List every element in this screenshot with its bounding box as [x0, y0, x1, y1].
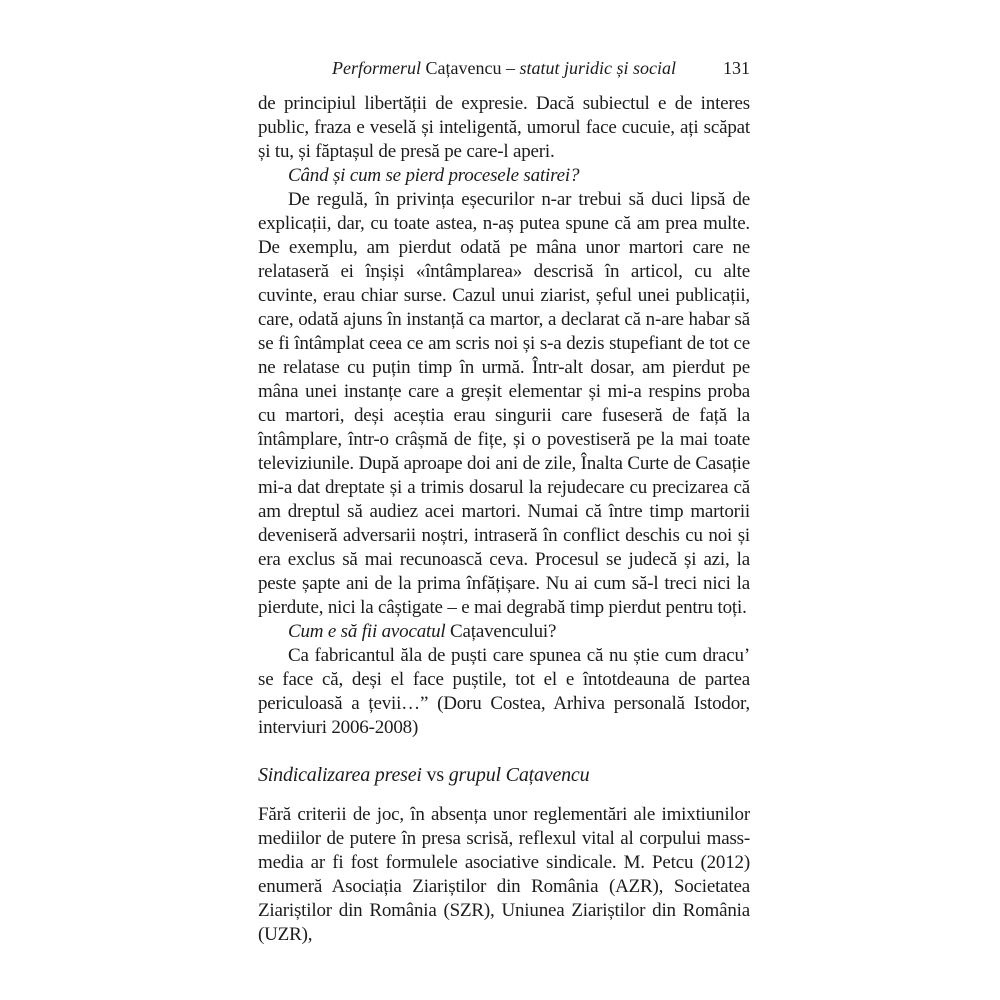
section-heading — [258, 762, 750, 788]
page-body — [258, 92, 750, 947]
chapter-title — [332, 58, 676, 78]
chapter-title-part-italic-2: statut juridic și social — [519, 58, 676, 78]
interview-question-1: Când și cum se pierd procesele satirei? — [288, 165, 580, 186]
section-heading-italic-2: grupul Cațavencu — [448, 764, 590, 786]
section-heading-roman: vs — [421, 764, 449, 786]
interview-answer-1: De regulă, în privința eșecurilor n-ar trebui să duci lipsă de explicații, dar, cu toate astea, n-aș putea spune că am prea multe. De exemplu, am pierdut odată pe mâna unor martori care ne relataseră ei înșiși «întâmplarea» descrisă în articol, cu alte cuvinte, erau chiar surse. Cazul unui ziarist, șeful unei publicații, care, odată ajuns în instanță ca martor, a declarat că n-are habar să se fi întâmplat ceea ce am scris noi și s-a dezis stupefiant de tot ce ne relatase cu puțin timp în urmă. Într-alt dosar, am pierdut pe mâna unei instanțe care a greșit elementar și mi-a respins proba cu martori, deși aceștia erau singurii care fuseseră de față la întâmplare, într-o crâșmă de fițe, și o povestiseră pe la mai toate televiziunile. După aproape doi ani de zile, Înalta Curte de Casație mi-a dat dreptate și a trimis dosarul la rejudecare cu precizarea că am dreptul să audiez acei martori. Numai că între timp martorii deveniseră adversarii noștri, intraseră în conflict deschis cu noi și era exclus să mai recunoască ceva. Procesul se judecă și azi, la peste șapte ani de la prima înfățișare. Nu ai cum să-l treci nici la pierdute, nici la câștigate – e mai degrabă timp pierdut pentru toți. — [258, 189, 750, 618]
section-paragraph: Fără criterii de joc, în absența unor reglementări ale imixtiunilor mediilor de putere în presa scrisă, reflexul vital al corpului mass-media ar fi fost formulele asociative sindicale. M. Petcu (2012) enumeră Asociația Ziariștilor din România (AZR), Societatea Ziariștilor din România (SZR), Uniunea Ziariștilor din România (UZR), — [258, 804, 750, 945]
interview-question-2-italic: Cum e să fii avocatul — [288, 621, 446, 642]
section-heading-italic-1: Sindicalizarea presei — [258, 764, 422, 786]
paragraph-continuation: de principiul libertății de expresie. Dacă subiectul e de interes public, fraza e veselă și inteligentă, umorul face cucuie, ați scăpat și tu, și făptașul de presă pe care-l aperi. — [258, 93, 750, 162]
interview-answer-2: Ca fabricantul ăla de puști care spunea că nu știe cum dracu’ se face că, deși el face puștile, tot el e întotdeauna de partea periculoasă a țevii…” (Doru Costea, Arhiva personală Istodor, interviuri 2006-2008) — [258, 645, 750, 738]
chapter-title-part-roman: Cațavencu – — [421, 58, 520, 78]
page-number: 131 — [723, 58, 750, 78]
running-header — [258, 57, 750, 79]
chapter-title-part-italic-1: Performerul — [332, 58, 421, 78]
text-block — [258, 57, 750, 947]
interview-question-2-roman: Cațavencului? — [445, 621, 557, 642]
interview-question-2 — [258, 620, 750, 644]
